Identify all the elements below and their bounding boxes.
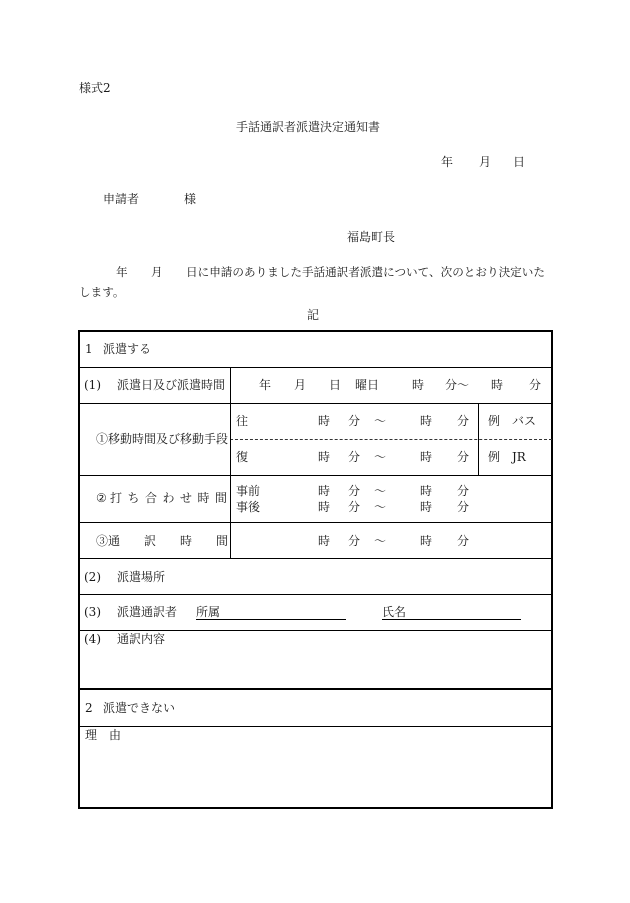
example-column-divider — [478, 403, 479, 475]
table-column-divider — [230, 367, 231, 558]
interpreting-from-hour: 時 — [318, 534, 331, 548]
section1-number: 1 — [85, 342, 93, 356]
table-rule — [79, 522, 552, 523]
interpreting-range: ～ — [374, 534, 387, 548]
interpreter-number: (3) — [84, 605, 101, 619]
return-from-hour: 時 — [318, 450, 331, 464]
content-number: (4) — [84, 632, 101, 646]
applicant-label: 申請者 — [103, 192, 140, 206]
datetime-unit: 年 — [259, 378, 272, 392]
meeting-after-from-hour: 時 — [318, 500, 331, 514]
table-rule — [79, 630, 552, 631]
table-thick-rule — [79, 688, 552, 690]
datetime-unit: 時 — [412, 378, 425, 392]
date-day: 日 — [513, 155, 526, 169]
outbound-range: ～ — [374, 414, 387, 428]
table-rule — [79, 726, 552, 727]
return-to-min: 分 — [457, 450, 470, 464]
return-from-min: 分 — [348, 450, 361, 464]
datetime-label: 派遣日及び派遣時間 — [117, 378, 226, 392]
date-month: 月 — [479, 155, 492, 169]
return-range: ～ — [374, 450, 387, 464]
datetime-unit: 月 — [294, 378, 307, 392]
datetime-unit: 曜日 — [355, 378, 380, 392]
meeting-after-label: 事後 — [236, 500, 261, 514]
meeting-marker: ② — [96, 491, 107, 505]
body-text-line2: します。 — [79, 285, 125, 299]
travel-label: ①移動時間及び移動手段 — [96, 432, 229, 446]
meeting-before-from-min: 分 — [348, 484, 361, 498]
name-underline — [382, 619, 521, 620]
interpreting-from-min: 分 — [348, 534, 361, 548]
return-example: 例 JR — [488, 450, 526, 464]
meeting-before-label: 事前 — [236, 484, 261, 498]
ki-heading: 記 — [307, 308, 320, 322]
table-rule — [79, 403, 552, 404]
outbound-to-hour: 時 — [420, 414, 433, 428]
return-direction: 復 — [236, 450, 249, 464]
applicant-honorific: 様 — [184, 192, 197, 206]
interpreting-label: ③通 訳 時 間 — [96, 534, 229, 548]
interpreting-to-hour: 時 — [420, 534, 433, 548]
place-label: 派遣場所 — [117, 570, 166, 584]
datetime-number: (1) — [84, 378, 101, 392]
meeting-before-to-min: 分 — [457, 484, 470, 498]
outbound-to-min: 分 — [457, 414, 470, 428]
meeting-before-range: ～ — [374, 484, 387, 498]
content-label: 通訳内容 — [117, 632, 166, 646]
meeting-after-to-min: 分 — [457, 500, 470, 514]
section1-label: 派遣する — [103, 342, 152, 356]
datetime-unit: 分 — [529, 378, 542, 392]
section2-number: 2 — [85, 701, 93, 715]
table-rule — [79, 558, 552, 559]
table-rule — [79, 475, 552, 476]
body-text-line1: 日に申請のありました手話通訳者派遣について、次のとおり決定いた — [186, 265, 545, 279]
meeting-before-to-hour: 時 — [420, 484, 433, 498]
body-month: 月 — [151, 265, 163, 279]
datetime-unit: 日 — [329, 378, 342, 392]
meeting-before-from-hour: 時 — [318, 484, 331, 498]
outbound-example: 例 バス — [488, 414, 537, 428]
body-year: 年 — [116, 265, 128, 279]
meeting-label: 打ち合わせ時間 — [110, 491, 233, 505]
affiliation-underline — [196, 619, 346, 620]
section2-label: 派遣できない — [103, 701, 176, 715]
name-label: 氏名 — [382, 605, 407, 619]
table-rule — [79, 367, 552, 368]
datetime-unit: 分～ — [445, 378, 470, 392]
meeting-after-range: ～ — [374, 500, 387, 514]
affiliation-label: 所属 — [196, 605, 221, 619]
outbound-from-hour: 時 — [318, 414, 331, 428]
outbound-direction: 往 — [236, 414, 249, 428]
outbound-from-min: 分 — [348, 414, 361, 428]
issuer: 福島町長 — [347, 230, 396, 244]
table-rule — [79, 594, 552, 595]
datetime-unit: 時 — [491, 378, 504, 392]
meeting-after-from-min: 分 — [348, 500, 361, 514]
form-label: 様式2 — [79, 81, 111, 95]
reason-label: 理 由 — [85, 728, 122, 742]
return-to-hour: 時 — [420, 450, 433, 464]
meeting-after-to-hour: 時 — [420, 500, 433, 514]
date-year: 年 — [441, 155, 454, 169]
document-title: 手話通訳者派遣決定通知書 — [236, 120, 381, 134]
interpreting-to-min: 分 — [457, 534, 470, 548]
interpreter-label: 派遣通訳者 — [117, 605, 178, 619]
place-number: (2) — [84, 570, 101, 584]
table-dashed-rule — [230, 439, 552, 440]
